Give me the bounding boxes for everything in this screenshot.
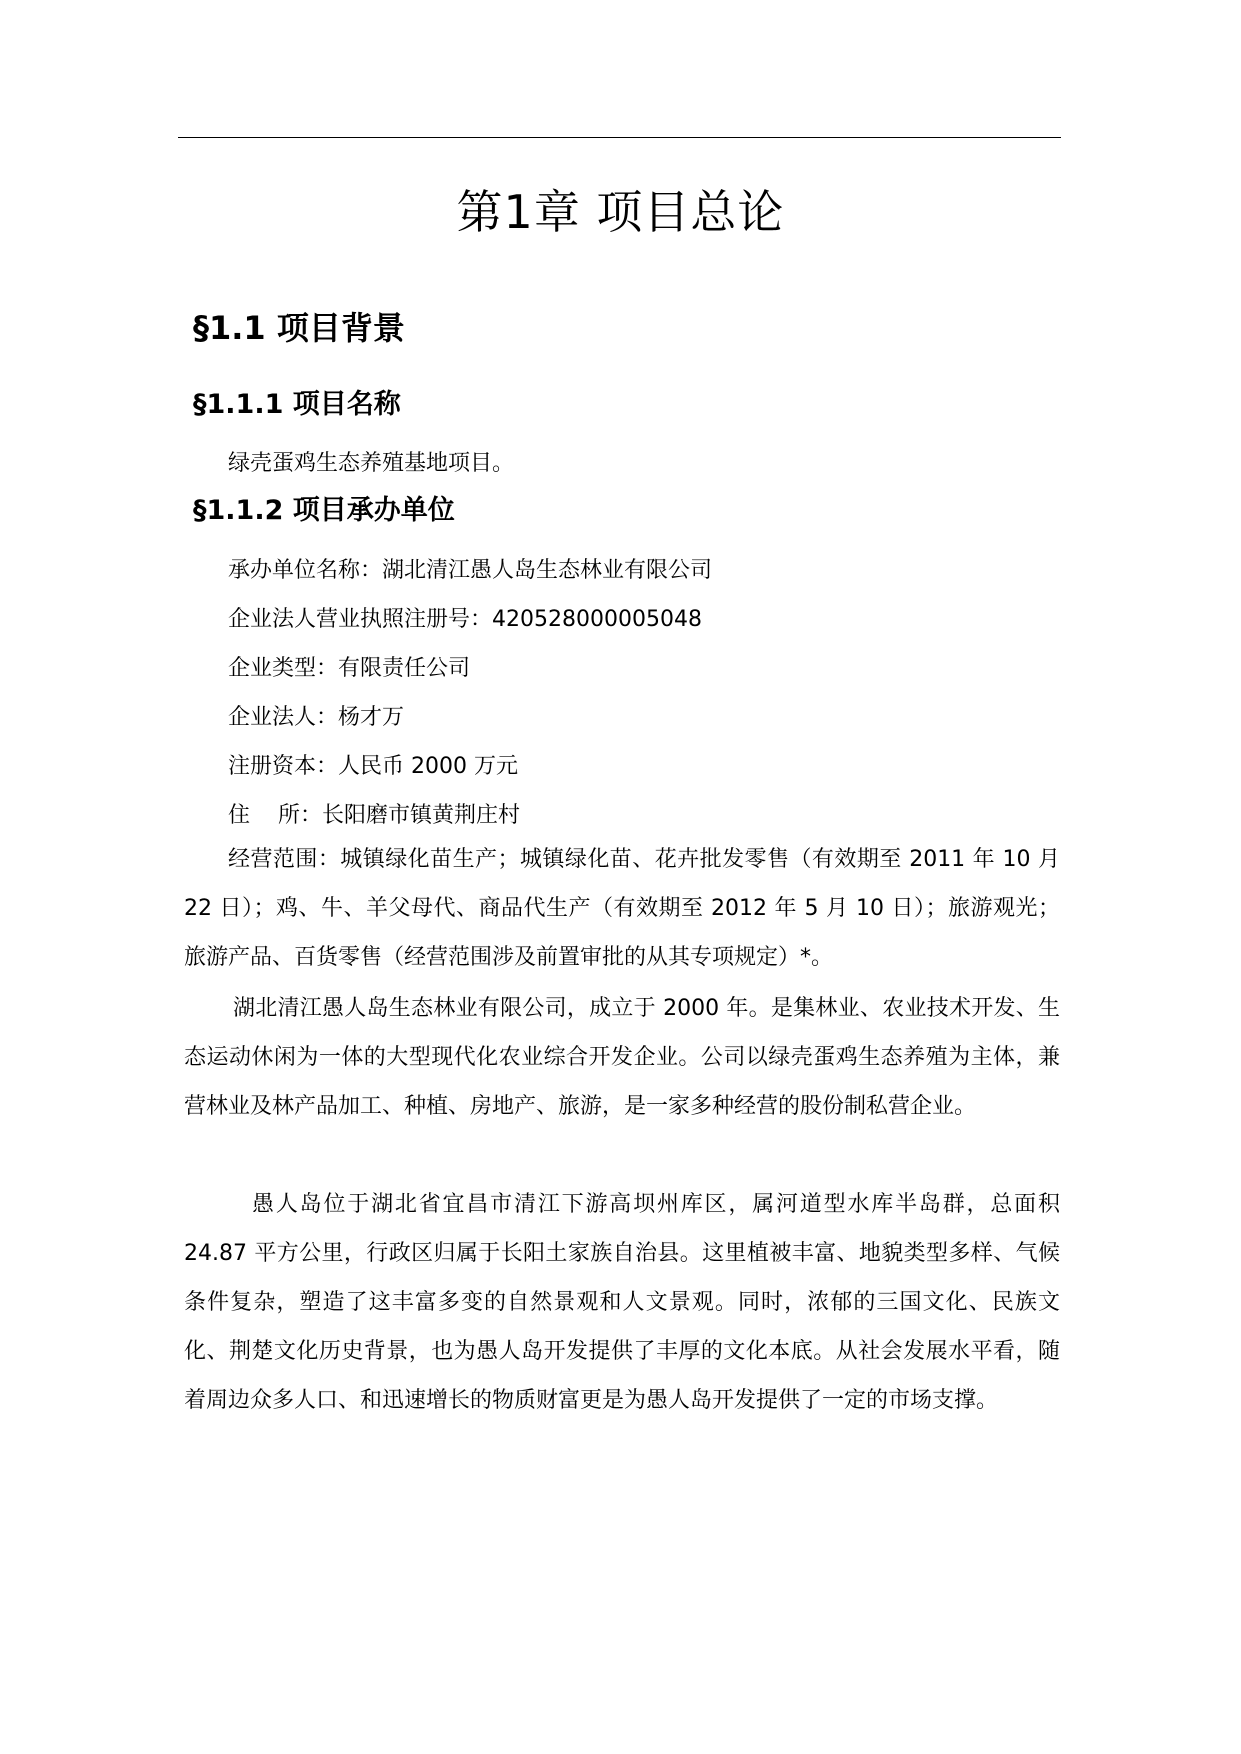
header-rule (178, 137, 1061, 138)
undertaker-scope: 经营范围：城镇绿化苗生产；城镇绿化苗、花卉批发零售（有效期至 2011 年 10 月 22 日）；鸡、牛、羊父母代、商品代生产（有效期至 2012 年 5 月 10 日）；旅游观光；旅游产品、百货零售（经营范围涉及前置审批的从其专项规定）*。 (184, 847, 1060, 970)
company-paragraph: 湖北清江愚人岛生态林业有限公司，成立于 2000 年。是集林业、农业技术开发、生态运动休闲为一体的大型现代化农业综合开发企业。公司以绿壳蛋鸡生态养殖为主体，兼营林业及林产品加工、种植、房地产、旅游，是一家多种经营的股份制私营企业。 (184, 996, 1060, 1119)
section-heading-1-1-2: §1.1.2 项目承办单位 (193, 495, 455, 526)
undertaker-type: 企业类型：有限责任公司 (228, 656, 471, 681)
section-heading-1-1: §1.1 项目背景 (193, 309, 405, 347)
undertaker-capital: 注册资本：人民币 2000 万元 (228, 754, 518, 779)
undertaker-legal-person: 企业法人：杨才万 (228, 705, 405, 730)
undertaker-license: 企业法人营业执照注册号：420528000005048 (228, 607, 702, 632)
project-name-text: 绿壳蛋鸡生态养殖基地项目。 (228, 451, 515, 476)
undertaker-name: 承办单位名称：湖北清江愚人岛生态林业有限公司 (228, 558, 713, 583)
chapter-title: 第1章 项目总论 (456, 185, 785, 239)
island-paragraph: 愚人岛位于湖北省宜昌市清江下游高坝州库区，属河道型水库半岛群，总面积 24.87 平方公里，行政区归属于长阳土家族自治县。这里植被丰富、地貌类型多样、气候条件复杂，塑造了这丰富多变的自然景观和人文景观。同时，浓郁的三国文化、民族文化、荆楚文化历史背景，也为愚人岛开发提供了丰厚的文化本底。从社会发展水平看，随着周边众多人口、和迅速增长的物质财富更是为愚人岛开发提供了一定的市场支撑。 (184, 1192, 1060, 1413)
section-heading-1-1-1: §1.1.1 项目名称 (193, 389, 401, 420)
undertaker-address: 住 所：长阳磨市镇黄荆庄村 (228, 803, 520, 828)
